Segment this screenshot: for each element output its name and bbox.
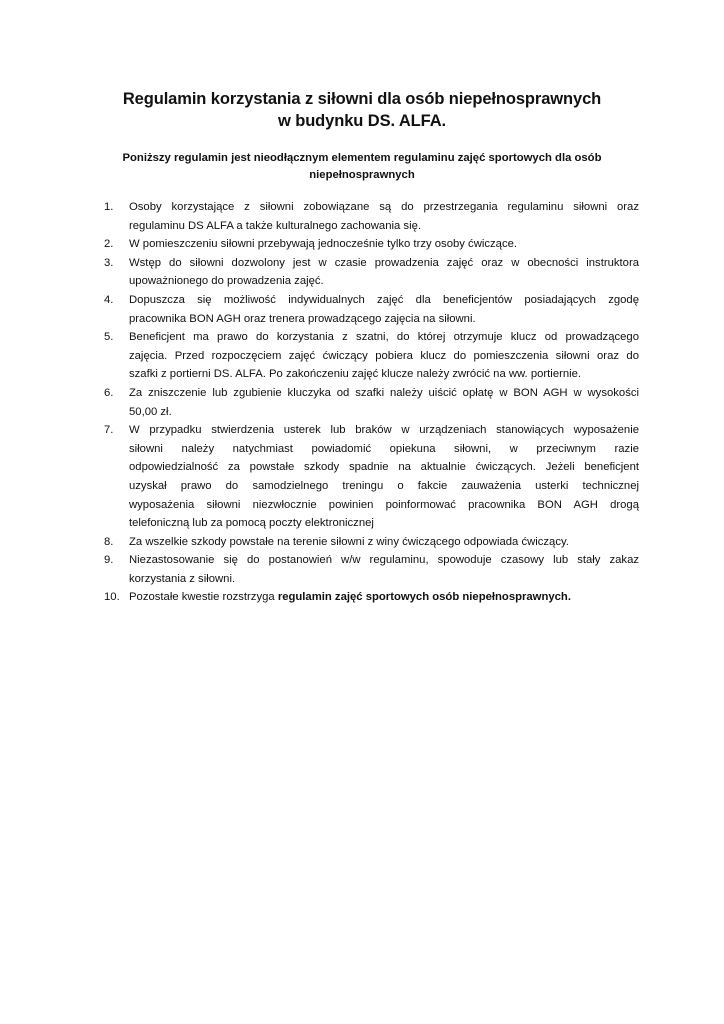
rule-text-line: regulaminu DS ALFA a także kulturalnego zachowania się. bbox=[129, 219, 422, 232]
rule-number: 10. bbox=[104, 591, 120, 604]
rule-text-line: zajęcia. Przed rozpoczęciem zajęć ćwiczący pobiera klucz do pomieszczenia siłowni oraz do bbox=[129, 349, 639, 362]
rule-text-line: odpowiedzialność za powstałe szkody spadnie na aktualnie ćwiczących. Jeżeli beneficjent bbox=[129, 461, 639, 474]
rule-number: 5. bbox=[104, 331, 114, 344]
rule-text-line: telefoniczną lub za pomocą poczty elektronicznej bbox=[129, 517, 374, 530]
rule-text-line bbox=[129, 588, 639, 607]
rule-number: 3. bbox=[104, 256, 114, 269]
rule-item bbox=[104, 551, 639, 588]
rule-item bbox=[104, 235, 639, 254]
rule-text-line: W pomieszczeniu siłowni przebywają jednocześnie tylko trzy osoby ćwiczące. bbox=[129, 238, 518, 251]
rule-item bbox=[104, 328, 639, 384]
rule-item bbox=[104, 291, 639, 328]
rule-text-line: upoważnionego do prowadzenia zajęć. bbox=[129, 275, 324, 288]
rule-text-line: siłowni należy natychmiast powiadomić opiekuna siłowni, w przeciwnym razie bbox=[129, 442, 639, 455]
rule-number: 8. bbox=[104, 535, 114, 548]
rule-item bbox=[104, 198, 639, 235]
rules-list bbox=[104, 198, 639, 607]
rule-number: 9. bbox=[104, 554, 114, 567]
rule-text-line: W przypadku stwierdzenia usterek lub braków w urządzeniach stanowiących wyposażenie bbox=[129, 424, 639, 437]
rule-text-line: 50,00 zł. bbox=[129, 405, 172, 418]
rule-item bbox=[104, 254, 639, 291]
intro-line-2: niepełnosprawnych bbox=[309, 169, 415, 181]
rule-number: 2. bbox=[104, 238, 114, 251]
rule-text-line: Niezastosowanie się do postanowień w/w regulaminu, spowoduje czasowy lub stały zakaz bbox=[129, 554, 639, 567]
rule-text-line: uzyskał prawo do samodzielnego treningu o fakcie zauważenia usterki technicznej bbox=[129, 479, 639, 492]
rule-item bbox=[104, 421, 639, 533]
rule-text-line: szafki z portierni DS. ALFA. Po zakończeniu zajęć klucze należy zwrócić na ww. portiernie. bbox=[129, 368, 582, 381]
rule-text-line: Wstęp do siłowni dozwolony jest w czasie prowadzenia zajęć oraz w obecności instruktora bbox=[129, 256, 639, 269]
rule-text-line: pracownika BON AGH oraz trenera prowadzącego zajęcia na siłowni. bbox=[129, 312, 476, 325]
document-title bbox=[60, 88, 664, 132]
rule-bold-text: regulamin zajęć sportowych osób niepełnosprawnych. bbox=[277, 591, 571, 604]
title-line-2: w budynku DS. ALFA. bbox=[278, 112, 446, 130]
rule-text-line: Za wszelkie szkody powstałe na terenie siłowni z winy ćwiczącego odpowiada ćwiczący. bbox=[129, 535, 569, 548]
rule-number: 4. bbox=[104, 293, 114, 306]
rule-text-line: Beneficjent ma prawo do korzystania z szatni, do której otrzymuje klucz od prowadzącego bbox=[129, 331, 639, 344]
rule-text-line: wyposażenia siłowni niezwłocznie powinien poinformować pracownika BON AGH drogą bbox=[129, 498, 639, 511]
title-line-1: Regulamin korzystania z siłowni dla osób niepełnosprawnych bbox=[122, 90, 602, 108]
intro-line-1: Poniższy regulamin jest nieodłącznym elementem regulaminu zajęć sportowych dla osób bbox=[122, 152, 602, 164]
rule-number: 7. bbox=[104, 424, 114, 437]
rule-item bbox=[104, 588, 639, 607]
intro-paragraph bbox=[90, 150, 634, 184]
rule-item bbox=[104, 533, 639, 552]
rule-number: 1. bbox=[104, 201, 114, 213]
rule-text-line: Osoby korzystające z siłowni zobowiązane są do przestrzegania regulaminu siłowni oraz bbox=[129, 201, 639, 213]
rule-number: 6. bbox=[104, 386, 114, 399]
rule-text-line: Dopuszcza się możliwość indywidualnych zajęć dla beneficjentów posiadających zgodę bbox=[129, 293, 639, 306]
rule-text-line: korzystania z siłowni. bbox=[129, 572, 236, 585]
rule-text-line: Za zniszczenie lub zgubienie kluczyka od szafki należy uiścić opłatę w BON AGH w wysokości bbox=[129, 386, 639, 399]
rule-item bbox=[104, 384, 639, 421]
rule-text: Pozostałe kwestie rozstrzyga bbox=[129, 591, 278, 604]
